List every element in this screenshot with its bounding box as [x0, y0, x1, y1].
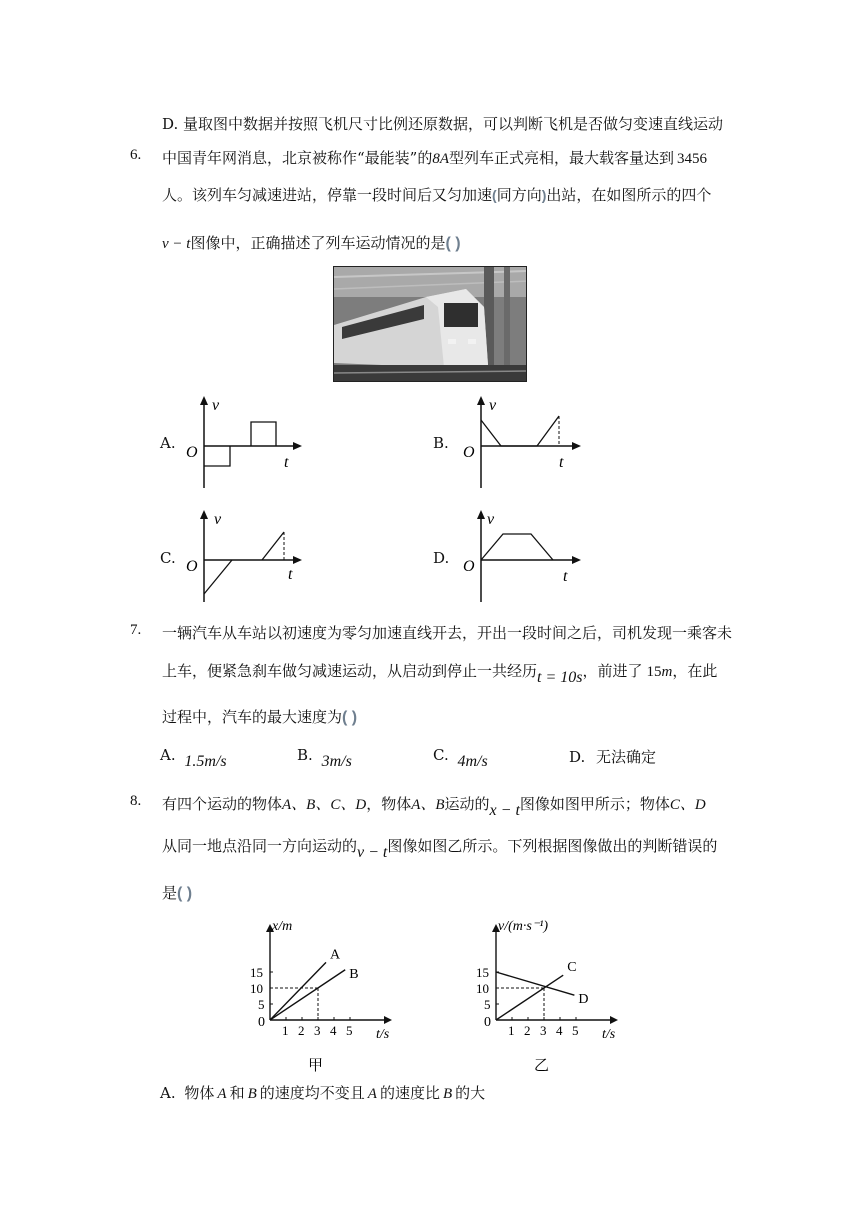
x-axis-label: t/s	[602, 1027, 616, 1042]
x-axis-label: t/s	[376, 1027, 390, 1042]
svg-text:v: v	[489, 397, 497, 414]
train-photo	[333, 266, 527, 382]
chart-jia	[236, 914, 426, 1076]
y-tick-label: 10	[250, 981, 263, 996]
y-tick-label: 15	[250, 965, 263, 980]
vt-graph-c	[178, 506, 308, 606]
series-b-line	[270, 970, 345, 1020]
x-tick-label: 4	[556, 1023, 563, 1038]
y-tick-label: 10	[476, 981, 489, 996]
x-tick-label: 3	[540, 1023, 547, 1038]
svg-text:v: v	[212, 397, 220, 414]
x-axis-arrow	[610, 1016, 618, 1024]
series-a-label: A	[330, 947, 341, 963]
vt-graph-a	[178, 392, 308, 492]
y-tick-label: 15	[476, 965, 489, 980]
y-tick-label: 5	[258, 997, 265, 1012]
question5-option-d: D. 量取图中数据并按照飞机尺寸比例还原数据，可以判断飞机是否做匀变速直线运动	[162, 115, 724, 133]
question8-line2: 从同一地点沿同一方向运动的v − t图像如图乙所示。下列根据图像做出的判断错误的	[162, 837, 718, 861]
y-axis-label: v/(m·s⁻¹)	[498, 919, 549, 934]
series-a-line	[270, 962, 326, 1020]
y-axis-label: x/m	[272, 919, 293, 934]
answer-paren[interactable]: ( )	[342, 709, 358, 726]
svg-text:t: t	[288, 566, 293, 583]
answer-paren[interactable]: ( )	[177, 885, 193, 902]
question6-number: 6.	[130, 147, 142, 163]
svg-text:O: O	[463, 558, 475, 575]
question8-line1: 有四个运动的物体A、B、C、D，物体A、B运动的x − t图像如图甲所示；物体C、D	[162, 795, 706, 819]
svg-text:t: t	[559, 454, 564, 471]
chart-caption: 甲	[308, 1058, 324, 1074]
question6-option-d-label[interactable]: D.	[433, 549, 450, 567]
question6-line2: 人。该列车匀减速进站，停靠一段时间后又匀加速(同方向)出站，在如图所示的四个	[162, 186, 712, 204]
question6-option-b-label[interactable]: B.	[433, 434, 449, 452]
question6-option-a-label[interactable]: A.	[160, 434, 176, 452]
question6-option-c-label[interactable]: C.	[160, 549, 176, 567]
series-c-label: C	[567, 960, 577, 976]
train-photo-drawing	[334, 267, 527, 382]
question7-number: 7.	[130, 622, 142, 638]
x-tick-label: 5	[572, 1023, 579, 1038]
series-b-label: B	[349, 966, 359, 982]
x-tick-label: 3	[314, 1023, 321, 1038]
origin-label: 0	[258, 1015, 265, 1030]
question8-line3: 是( )	[162, 884, 193, 902]
origin-label: 0	[484, 1015, 491, 1030]
question7-option-a[interactable]: A. 1.5m/s	[160, 746, 227, 770]
question7-option-c[interactable]: C. 4m/s	[433, 746, 488, 770]
x-tick-label: 4	[330, 1023, 337, 1038]
question6-line1: 中国青年网消息，北京被称作“最能装”的8A型列车正式亮相，最大载客量达到 3456	[162, 149, 708, 167]
vt-graph-d	[455, 506, 585, 606]
question8-option-a[interactable]: A. 物体 A 和 B 的速度均不变且 A 的速度比 B 的大	[160, 1084, 486, 1102]
y-tick-label: 5	[484, 997, 491, 1012]
x-tick-label: 1	[508, 1023, 515, 1038]
question7-line1: 一辆汽车从车站以初速度为零匀加速直线开去，开出一段时间之后，司机发现一乘客未	[162, 624, 733, 642]
answer-paren[interactable]: ( )	[445, 235, 461, 252]
chart-yi-plot	[476, 919, 618, 1074]
chart-yi	[462, 914, 652, 1076]
chart-jia-plot	[250, 919, 392, 1074]
x-tick-label: 2	[298, 1023, 305, 1038]
svg-text:t: t	[284, 454, 289, 471]
svg-text:t: t	[563, 568, 568, 585]
x-tick-label: 5	[346, 1023, 353, 1038]
question8-number: 8.	[130, 793, 142, 809]
svg-text:v: v	[214, 511, 222, 528]
svg-text:O: O	[463, 444, 475, 461]
series-d-label: D	[578, 992, 589, 1008]
x-axis-arrow	[384, 1016, 392, 1024]
chart-caption: 乙	[534, 1058, 550, 1074]
svg-text:O: O	[186, 558, 198, 575]
question7-line2: 上车，便紧急刹车做匀减速运动，从启动到停止一共经历t = 10s，前进了 15m，在此	[162, 662, 718, 686]
svg-text:v: v	[487, 511, 495, 528]
vt-graph-b	[455, 392, 585, 492]
x-tick-label: 2	[524, 1023, 531, 1038]
question7-line3: 过程中，汽车的最大速度为( )	[162, 708, 358, 726]
svg-text:O: O	[186, 444, 198, 461]
x-tick-label: 1	[282, 1023, 289, 1038]
question7-option-d[interactable]: D. 无法确定	[569, 748, 657, 766]
question6-line3: v − t图像中，正确描述了列车运动情况的是( )	[162, 234, 461, 252]
question7-option-b[interactable]: B. 3m/s	[297, 746, 352, 770]
